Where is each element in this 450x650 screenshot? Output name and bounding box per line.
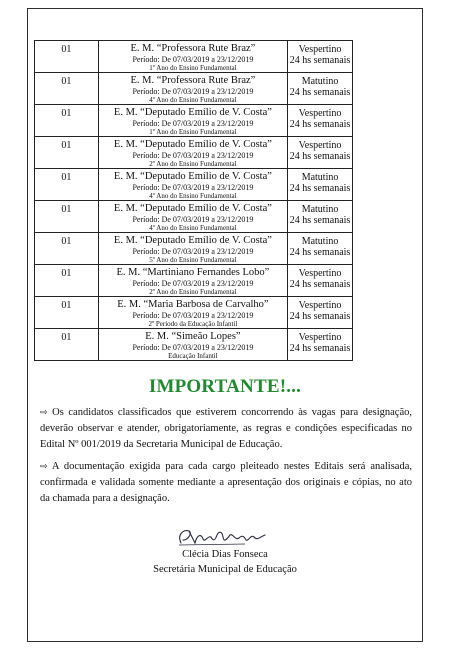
school-period: Período: De 07/03/2019 a 23/12/2019 (132, 342, 254, 352)
right-arrow-icon: ⇨ (40, 408, 48, 418)
school-period: Período: De 07/03/2019 a 23/12/2019 (132, 310, 254, 320)
school-grade: 4º Ano do Ensino Fundamental (149, 223, 237, 232)
school-cell (98, 73, 287, 105)
shift-cell (288, 105, 353, 137)
weekly-hours: 24 hs semanais (289, 215, 351, 226)
school-grade: 4º Ano do Ensino Fundamental (149, 191, 237, 200)
school-period: Período: De 07/03/2019 a 23/12/2019 (132, 86, 254, 96)
signatory-role: Secretária Municipal de Educação (153, 564, 297, 575)
table-row (35, 169, 353, 201)
quantity-cell: 01 (35, 265, 99, 297)
notice-paragraph-2 (40, 459, 412, 507)
school-name: E. M. “Maria Barbosa de Carvalho” (117, 299, 269, 310)
table-row (35, 233, 353, 265)
school-grade: 2º Período da Educação Infantil (148, 319, 238, 328)
vacancies-table-body (35, 41, 353, 361)
school-cell (98, 201, 287, 233)
weekly-hours: 24 hs semanais (289, 311, 351, 322)
shift-name: Matutino (301, 76, 339, 87)
notice-paragraph-1 (40, 405, 412, 453)
quantity-cell: 01 (35, 137, 99, 169)
school-name: E. M. “Simeão Lopes” (145, 331, 241, 342)
table-row (35, 105, 353, 137)
school-period: Período: De 07/03/2019 a 23/12/2019 (132, 214, 254, 224)
shift-cell (288, 201, 353, 233)
important-heading: IMPORTANTE!... (148, 376, 302, 397)
school-cell (98, 265, 287, 297)
school-grade: 1º Ano do Ensino Fundamental (149, 63, 237, 72)
quantity-cell: 01 (35, 41, 99, 73)
notice-text-1: Os candidatos classificados que estiverem concorrendo às vagas para designação, deverão observar e atender, obrigatoriamente, as regras e condições especificadas no Edital Nº 001/2019 da Secretaria Municipal de Educação. (40, 407, 412, 450)
shift-name: Vespertino (298, 300, 342, 311)
school-name: E. M. “Professora Rute Braz” (130, 75, 256, 86)
table-row (35, 297, 353, 329)
shift-cell (288, 169, 353, 201)
school-period: Período: De 07/03/2019 a 23/12/2019 (132, 246, 254, 256)
weekly-hours: 24 hs semanais (289, 247, 351, 258)
shift-cell (288, 297, 353, 329)
quantity-cell: 01 (35, 201, 99, 233)
table-row (35, 137, 353, 169)
school-name: E. M. “Deputado Emílio de V. Costa” (113, 107, 272, 118)
school-name: E. M. “Professora Rute Braz” (130, 43, 256, 54)
table-row (35, 41, 353, 73)
quantity-cell: 01 (35, 233, 99, 265)
school-period: Período: De 07/03/2019 a 23/12/2019 (132, 182, 254, 192)
school-cell (98, 137, 287, 169)
quantity-cell: 01 (35, 73, 99, 105)
school-period: Período: De 07/03/2019 a 23/12/2019 (132, 118, 254, 128)
school-cell (98, 169, 287, 201)
school-name: E. M. “Deputado Emílio de V. Costa” (113, 171, 272, 182)
school-period: Período: De 07/03/2019 a 23/12/2019 (132, 150, 254, 160)
quantity-cell: 01 (35, 297, 99, 329)
signatory-name: Clécia Dias Fonseca (182, 549, 268, 560)
shift-name: Matutino (301, 172, 339, 183)
school-grade: 5º Ano do Ensino Fundamental (149, 255, 237, 264)
table-row (35, 73, 353, 105)
weekly-hours: 24 hs semanais (289, 279, 351, 290)
school-grade: Educação Infantil (168, 351, 218, 360)
school-name: E. M. “Martiniano Fernandes Lobo” (116, 267, 270, 278)
school-cell (98, 329, 287, 361)
school-cell (98, 105, 287, 137)
school-grade: 1º Ano do Ensino Fundamental (149, 127, 237, 136)
school-period: Período: De 07/03/2019 a 23/12/2019 (132, 54, 254, 64)
right-arrow-icon: ⇨ (40, 462, 48, 472)
shift-cell (288, 137, 353, 169)
shift-name: Vespertino (298, 108, 342, 119)
weekly-hours: 24 hs semanais (289, 119, 351, 130)
shift-cell (288, 41, 353, 73)
handwritten-signature (175, 525, 270, 549)
weekly-hours: 24 hs semanais (289, 55, 351, 66)
quantity-cell: 01 (35, 329, 99, 361)
school-grade: 2º Ano do Ensino Fundamental (149, 287, 237, 296)
school-cell (98, 233, 287, 265)
table-row (35, 265, 353, 297)
weekly-hours: 24 hs semanais (289, 343, 351, 354)
shift-name: Vespertino (298, 268, 342, 279)
school-cell (98, 41, 287, 73)
school-period: Período: De 07/03/2019 a 23/12/2019 (132, 278, 254, 288)
shift-name: Vespertino (298, 332, 342, 343)
shift-cell (288, 73, 353, 105)
shift-name: Vespertino (298, 44, 342, 55)
school-cell (98, 297, 287, 329)
shift-name: Matutino (301, 204, 339, 215)
weekly-hours: 24 hs semanais (289, 87, 351, 98)
vacancies-table (34, 40, 353, 361)
school-grade: 4º Ano do Ensino Fundamental (149, 95, 237, 104)
quantity-cell: 01 (35, 169, 99, 201)
weekly-hours: 24 hs semanais (289, 151, 351, 162)
shift-cell (288, 329, 353, 361)
shift-cell (288, 265, 353, 297)
school-name: E. M. “Deputado Emílio de V. Costa” (113, 235, 272, 246)
shift-name: Vespertino (298, 140, 342, 151)
shift-name: Matutino (301, 236, 339, 247)
notice-text-2: A documentação exigida para cada cargo pleiteado nestes Editais será analisada, confirmada e validada somente mediante a apresentação dos originais e cópias, no ato da chamada para a designação. (40, 461, 413, 504)
quantity-cell: 01 (35, 105, 99, 137)
table-row (35, 201, 353, 233)
school-name: E. M. “Deputado Emílio de V. Costa” (113, 203, 272, 214)
school-name: E. M. “Deputado Emílio de V. Costa” (113, 139, 272, 150)
shift-cell (288, 233, 353, 265)
school-grade: 2º Ano do Ensino Fundamental (149, 159, 237, 168)
table-row (35, 329, 353, 361)
weekly-hours: 24 hs semanais (289, 183, 351, 194)
